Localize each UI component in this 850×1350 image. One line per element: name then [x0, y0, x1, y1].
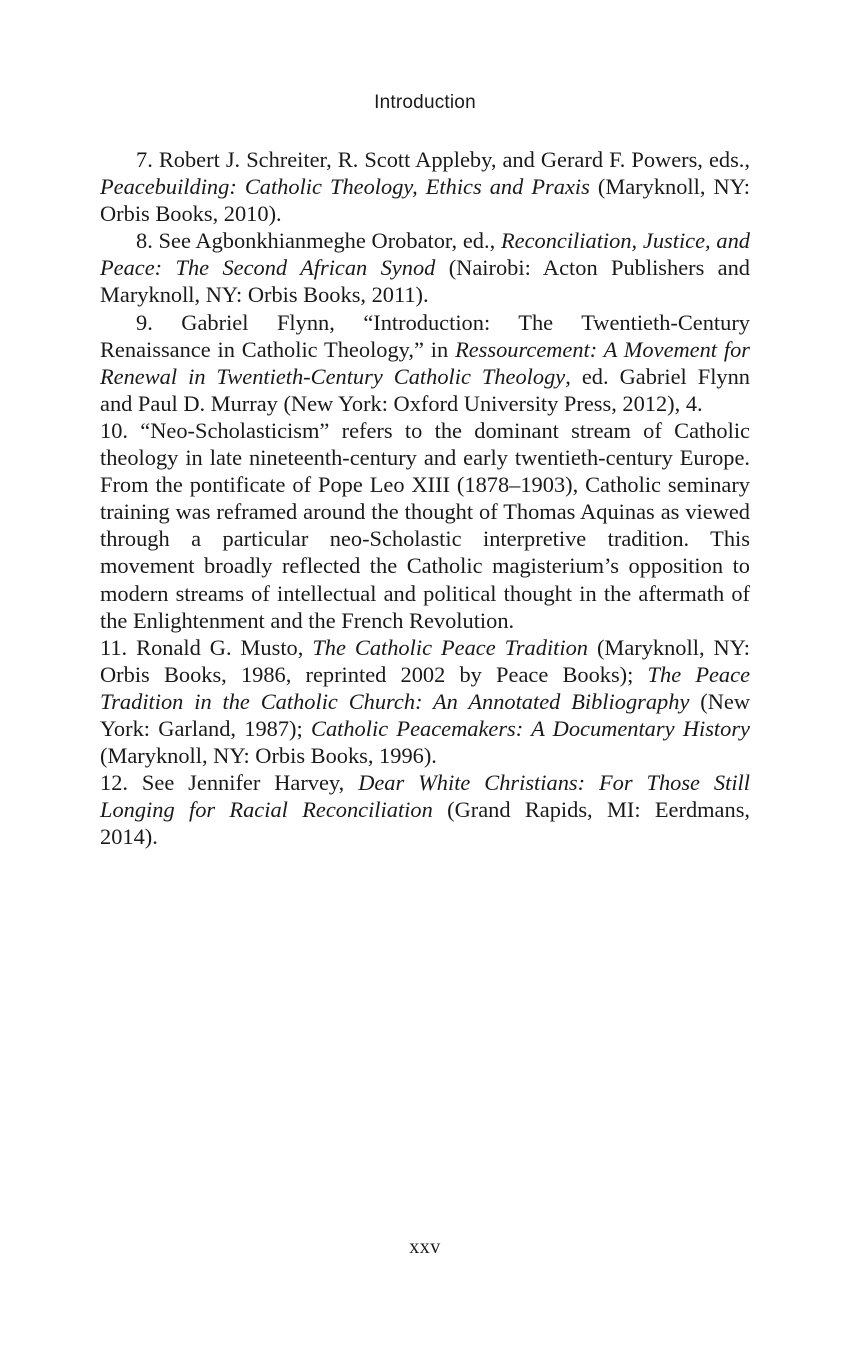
running-head: Introduction	[374, 92, 476, 113]
endnote	[100, 417, 750, 634]
endnote-title: Catholic Peacemakers: A Documentary History	[311, 715, 750, 741]
endnote	[100, 227, 750, 308]
endnote	[100, 146, 750, 227]
endnote-text: (Grand Rapids, MI: Eerdmans, 2014).	[100, 797, 751, 850]
endnote-text: Gabriel Flynn, “Introduction: The Twentieth-Century Renaissance in Catholic Theology,” in	[100, 309, 750, 362]
endnote-title: Dear White Christians: For Those Still Longing for Racial Reconciliation	[100, 770, 750, 823]
endnote-title: Reconciliation, Justice, and Peace: The Second African Synod	[100, 228, 750, 281]
endnote-title: The Catholic Peace Tradition	[312, 634, 588, 660]
endnote-number: 10.	[100, 417, 128, 443]
endnote-text: Robert J. Schreiter, R. Scott Appleby, and Gerard F. Powers, eds.,	[152, 147, 750, 172]
endnote-title: The Peace Tradition in the Catholic Church: An Annotated Bibliography	[100, 661, 751, 714]
endnote	[100, 634, 750, 769]
endnote-text: (Maryknoll, NY: Orbis Books, 2010).	[100, 174, 751, 227]
endnote-text: (Nairobi: Acton Publishers and Maryknoll, NY: Orbis Books, 2011).	[100, 255, 750, 308]
endnote-text: (Maryknoll, NY: Orbis Books, 1986, reprinted 2002 by Peace Books);	[100, 634, 751, 687]
endnote-text: (Maryknoll, NY: Orbis Books, 1996).	[100, 743, 437, 769]
endnote-number: 8.	[136, 228, 153, 254]
endnote-text: “Neo-Scholasticism” refers to the dominant stream of Catholic theology in late nineteenth-century and early twentieth-century Europe. From the pontificate of Pope Leo XIII (1878–1903), Catholic seminary training was reframed around the thought of Thomas Aquinas as viewed through a particular neo-Scholastic interpretive tradition. This movement broadly reflected the Catholic magisterium’s opposition to modern streams of intellectual and political thought in the aftermath of the Enlightenment and the French Revolution.	[100, 417, 750, 633]
endnote-text: Ronald G. Musto,	[127, 634, 313, 660]
endnotes-list	[100, 146, 750, 850]
endnote-number: 9.	[136, 309, 153, 335]
endnote-number: 11.	[100, 634, 128, 660]
endnote-text: See Agbonkhianmeghe Orobator, ed.,	[152, 228, 501, 254]
endnote-title: Ressourcement: A Movement for Renewal in Twentieth-Century Catholic Theology	[100, 336, 750, 389]
endnote-title: Peacebuilding: Catholic Theology, Ethics and Praxis	[100, 174, 590, 200]
endnote-text: See Jennifer Harvey,	[128, 770, 359, 796]
endnote-text: , ed. Gabriel Flynn and Paul D. Murray (New York: Oxford University Press, 2012), 4.	[100, 363, 750, 416]
page-number: xxv	[409, 1236, 441, 1258]
endnote-number: 7.	[136, 147, 153, 172]
endnote	[100, 769, 750, 850]
endnote-text: (New York: Garland, 1987);	[100, 688, 750, 741]
endnote	[100, 309, 750, 417]
endnote-number: 12.	[100, 770, 128, 796]
